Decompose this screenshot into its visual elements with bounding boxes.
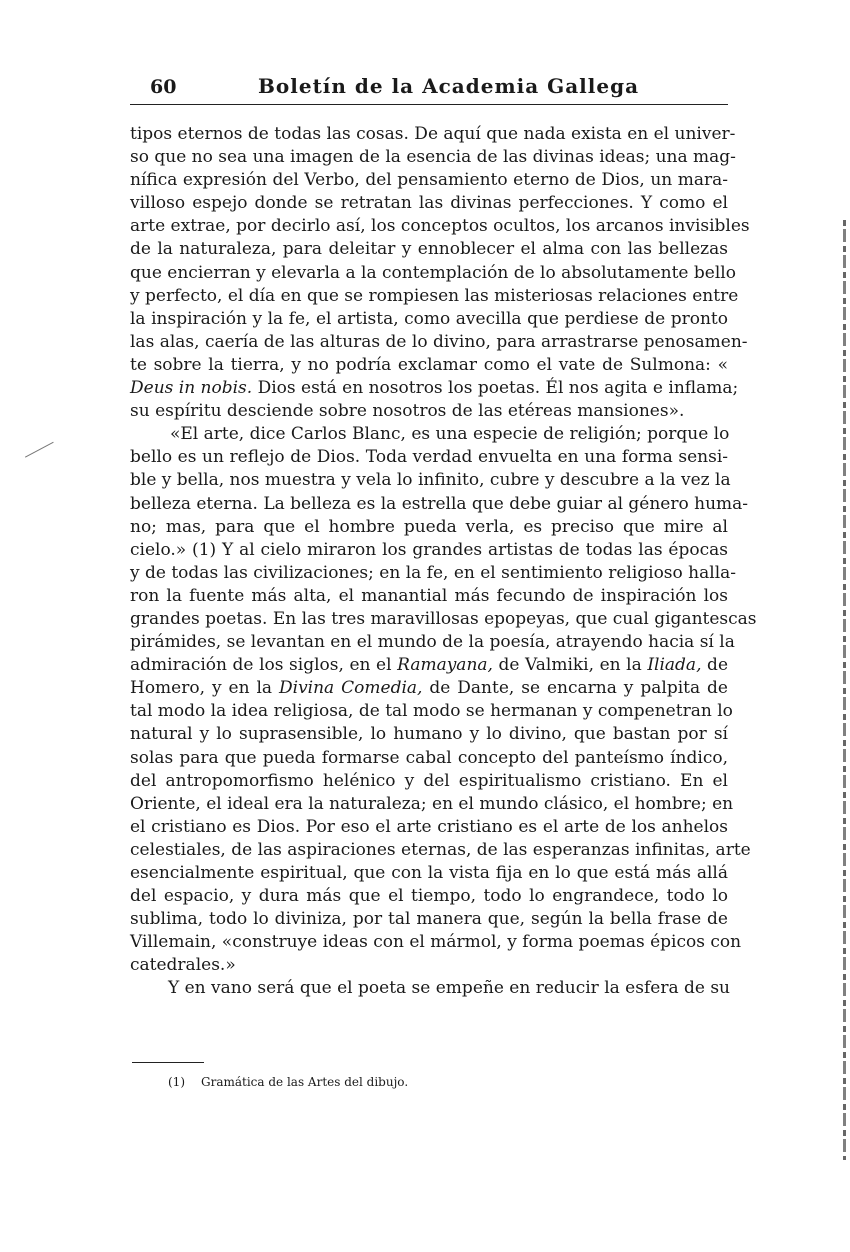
text-line: su espíritu desciende sobre nosotros de las etéreas mansiones».	[130, 401, 685, 422]
italic-title: Iliada,	[647, 655, 702, 676]
text-line: belleza eterna. La belleza es la estrella que debe guiar al género huma-	[130, 493, 749, 514]
text-line: y de todas las civilizaciones; en la fe, en el sentimiento religioso halla-	[130, 562, 737, 583]
text-line: pirámides, se levantan en el mundo de la poesía, atrayendo hacia sí la	[130, 632, 735, 653]
running-title: Boletín de la Academia Gallega	[258, 74, 640, 98]
text-line: la inspiración y la fe, el artista, como avecilla que perdiese de pronto	[130, 308, 728, 329]
text-line: el cristiano es Dios. Por eso el arte cristiano es el arte de los anhelos	[130, 816, 728, 837]
text-line: tal modo la idea religiosa, de tal modo se hermanan y compenetran lo	[130, 701, 733, 722]
scan-mark	[25, 442, 63, 476]
text-segment: admiración de los siglos, en el	[130, 655, 398, 676]
text-line: y perfecto, el día en que se rompiesen las misteriosas relaciones entre	[130, 285, 739, 306]
text-line	[130, 354, 728, 377]
footnote-text: Gramática de las Artes del dibujo.	[201, 1075, 409, 1089]
text-segment: de	[701, 655, 729, 676]
text-line	[130, 654, 728, 677]
footnote	[168, 1075, 408, 1089]
text-line: bello es un reflejo de Dios. Toda verdad envuelta en una forma sensi-	[130, 447, 728, 468]
text-line: solas para que pueda formarse cabal concepto del panteísmo índico,	[130, 747, 728, 768]
text-segment: de Valmiki, en la	[492, 655, 648, 676]
text-line: sublima, todo lo diviniza, por tal manera que, según la bella frase de	[130, 909, 728, 930]
italic-title: Ramayana,	[397, 655, 493, 676]
text-line: villoso espejo donde se retratan las divinas perfecciones. Y como el	[130, 193, 728, 214]
text-segment: de Dante, se encarna y palpita de	[422, 678, 728, 699]
text-line: arte extrae, por decirlo así, los conceptos ocultos, los arcanos invisibles	[130, 216, 750, 237]
footnote-mark: (1)	[168, 1075, 185, 1089]
text-line: que encierran y elevarla a la contemplación de lo absolutamente bello	[130, 262, 736, 283]
text-line: cielo.» (1) Y al cielo miraron los grandes artistas de todas las épocas	[130, 539, 728, 560]
italic-quote: Deus in nobis.	[130, 378, 253, 399]
text-line: ble y bella, nos muestra y vela lo infinito, cubre y descubre a la vez la	[130, 470, 731, 491]
text-line: ron la fuente más alta, el manantial más fecundo de inspiración los	[130, 585, 728, 606]
text-line: «El arte, dice Carlos Blanc, es una especie de religión; porque lo	[170, 424, 730, 445]
text-line: grandes poetas. En las tres maravillosas epopeyas, que cual gigantescas	[130, 608, 757, 629]
body-text	[130, 123, 757, 1001]
italic-title: Divina Comedia,	[279, 678, 423, 699]
text-line: celestiales, de las aspiraciones eternas, de las esperanzas infinitas, arte	[130, 839, 751, 860]
footnote-rule	[132, 1062, 204, 1063]
text-line: del antropomorfismo helénico y del espiritualismo cristiano. En el	[130, 770, 728, 791]
page-number: 60	[150, 76, 177, 98]
text-line	[130, 677, 728, 700]
page-edge-shadow	[843, 220, 846, 1160]
text-line: esencialmente espiritual, que con la vista fija en lo que está más allá	[130, 863, 728, 883]
text-line: Villemain, «construye ideas con el mármol, y forma poemas épicos con	[130, 932, 742, 953]
text-segment: Dios está en nosotros los poetas. Él nos agita e inflama;	[252, 378, 739, 399]
text-line: natural y lo suprasensible, lo humano y lo divino, que bastan por sí	[130, 724, 728, 745]
text-line: so que no sea una imagen de la esencia de las divinas ideas; una mag-	[130, 147, 736, 168]
text-line: tipos eternos de todas las cosas. De aquí que nada exista en el univer-	[130, 124, 736, 144]
text-line: nífica expresión del Verbo, del pensamiento eterno de Dios, un mara-	[130, 170, 728, 191]
text-line: las alas, caería de las alturas de lo divino, para arrastrarse penosamen-	[130, 331, 748, 352]
header-rule	[130, 104, 728, 105]
page-header	[130, 74, 728, 102]
text-line: del espacio, y dura más que el tiempo, todo lo engrandece, todo lo	[130, 886, 728, 907]
text-line: Y en vano será que el poeta se empeñe en reducir la esfera de su	[168, 978, 731, 999]
text-segment: Homero, y en la	[130, 678, 279, 699]
text-line: no; mas, para que el hombre pueda verla, es preciso que mire al	[130, 516, 728, 537]
text-line: Oriente, el ideal era la naturaleza; en el mundo clásico, el hombre; en	[130, 793, 734, 814]
text-line	[130, 377, 739, 400]
text-segment: te sobre la tierra, y no podría exclamar como el vate de Sulmona: «	[130, 354, 728, 375]
text-line: de la naturaleza, para deleitar y ennoblecer el alma con las bellezas	[130, 239, 728, 260]
text-line: catedrales.»	[130, 955, 236, 976]
